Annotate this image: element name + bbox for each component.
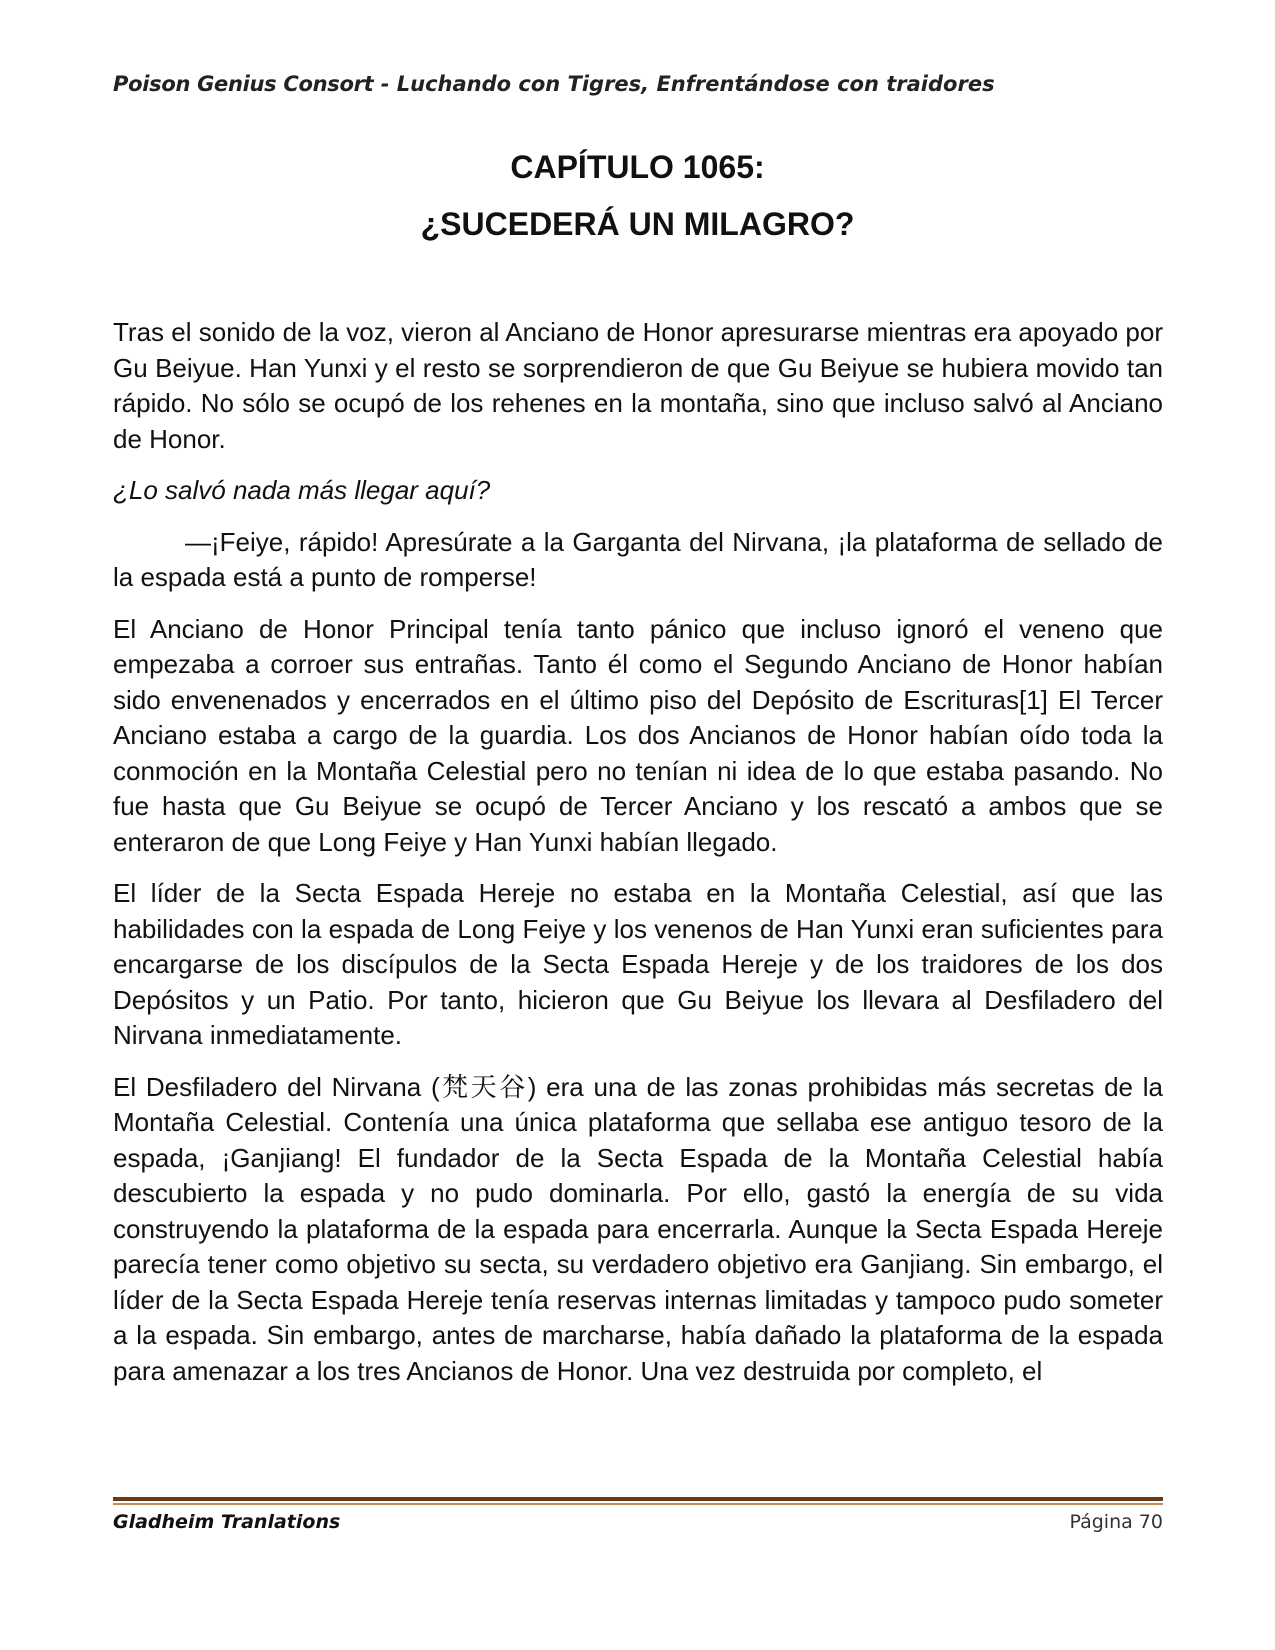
paragraph-5: El líder de la Secta Espada Hereje no estaba en la Montaña Celestial, así que las habilidades con la espada de Long Feiye y los venenos de Han Yunxi eran suficientes para encargarse de los discípulos de la Secta Espada Hereje y de los traidores de los dos Depósitos y un Patio. Por tanto, hicieron que Gu Beiyue los llevara al Desfiladero del Nirvana inmediatamente.	[113, 878, 1163, 1050]
paragraph-2-italic-thought: ¿Lo salvó nada más llegar aquí?	[113, 475, 491, 505]
running-header	[113, 72, 1163, 96]
footer-rule-dark	[113, 1497, 1163, 1501]
footer-rule-light	[113, 1503, 1163, 1505]
series-title: Poison Genius Consort	[113, 72, 374, 96]
chapter-number: CAPÍTULO 1065:	[510, 149, 765, 185]
paragraph-4: El Anciano de Honor Principal tenía tanto pánico que incluso ignoró el veneno que empezaba a corroer sus entrañas. Tanto él como el Segundo Anciano de Honor habían sido envenenados y encerrados en el último piso del Depósito de Escrituras[1] El Tercer Anciano estaba a cargo de la guardia. Los dos Ancianos de Honor habían oído toda la conmoción en la Montaña Celestial pero no tenían ni idea de lo que estaba pasando. No fue hasta que Gu Beiyue se ocupó de Tercer Anciano y los rescató a ambos que se enteraron de que Long Feiye y Han Yunxi habían llegado.	[113, 613, 1163, 857]
chapter-title: ¿SUCEDERÁ UN MILAGRO?	[420, 206, 855, 242]
arc-title: Luchando con Tigres, Enfrentándose con traidores	[396, 72, 995, 96]
paragraph-3-dialogue: —¡Feiye, rápido! Apresúrate a la Garganta del Nirvana, ¡la plataforma de sellado de la espada está a punto de romperse!	[113, 526, 1163, 592]
chapter-body	[113, 315, 1163, 1405]
page-number: Página 70	[1069, 1511, 1163, 1533]
publisher-name: Gladheim Tranlations	[113, 1511, 341, 1533]
paragraph-1: Tras el sonido de la voz, vieron al Anciano de Honor apresurarse mientras era apoyado por Gu Beiyue. Han Yunxi y el resto se sorprendieron de que Gu Beiyue se hubiera movido tan rápido. No sólo se ocupó de los rehenes en la montaña, sino que incluso salvó al Anciano de Honor.	[113, 317, 1163, 454]
paragraph-6: El Desfiladero del Nirvana (梵天谷) era una de las zonas prohibidas más secretas de la Montaña Celestial. Contenía una única plataforma que sellaba ese antiguo tesoro de la espada, ¡Ganjiang! El fundador de la Secta Espada de la Montaña Celestial había descubierto la espada y no pudo dominarla. Por ello, gastó la energía de su vida construyendo la plataforma de la espada para encerrarla. Aunque la Secta Espada Hereje parecía tener como objetivo su secta, su verdadero objetivo era Ganjiang. Sin embargo, el líder de la Secta Espada Hereje tenía reservas internas limitadas y tampoco pudo someter a la espada. Sin embargo, antes de marcharse, había dañado la plataforma de la espada para amenazar a los tres Ancianos de Honor. Una vez destruida por completo, el	[113, 1071, 1163, 1386]
header-separator: -	[373, 72, 397, 96]
